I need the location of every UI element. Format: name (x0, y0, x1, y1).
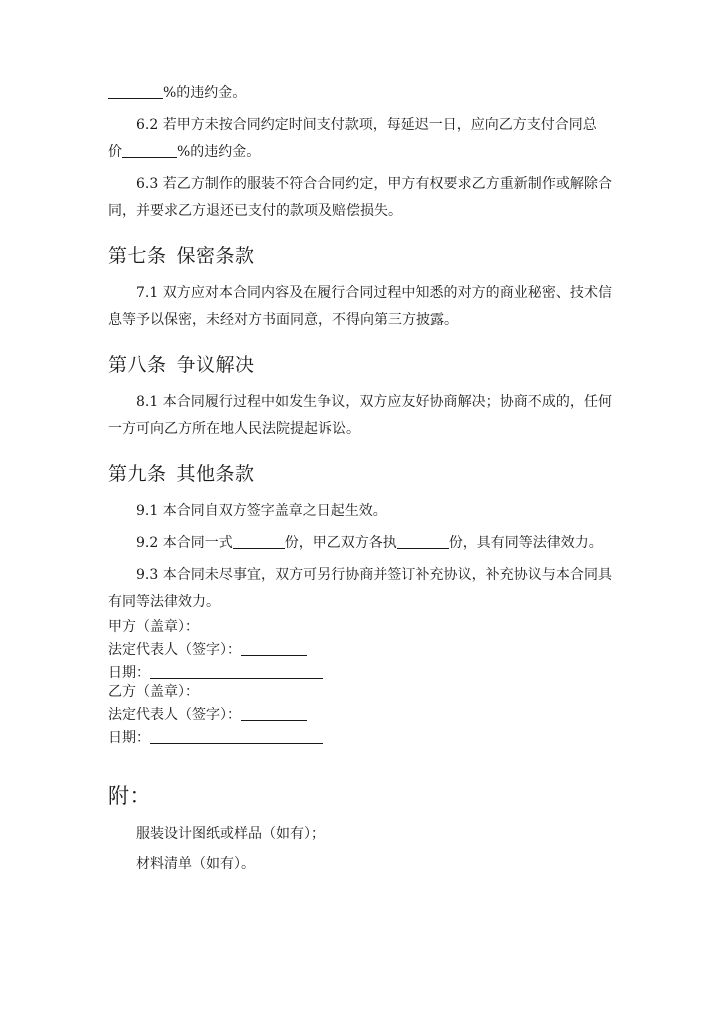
clause-9-3: 9.3 本合同未尽事宜，双方可另行协商并签订补充协议，补充协议与本合同具有同等法律效力。 (108, 567, 612, 610)
clause-6-1-continuation: %的违约金。 (108, 80, 612, 107)
clause-8-1: 8.1 本合同履行过程中如发生争议，双方应友好协商解决；协商不成的，任何一方可向乙方所在地人民法院提起诉讼。 (108, 394, 612, 437)
clause-9-1: 9.1 本合同自双方签字盖章之日起生效。 (136, 503, 387, 519)
signature-block (108, 618, 612, 748)
section-heading-7: 第七条 保密条款 (108, 245, 255, 267)
appendix-item: 材料清单（如有）。 (136, 856, 255, 872)
party-b-representative: 法定代表人（签字）： (108, 702, 612, 725)
party-a-representative: 法定代表人（签字）： (108, 637, 612, 660)
party-a-date: 日期： (108, 660, 612, 683)
late-payment-rate-blank (122, 141, 177, 158)
clause-9-2: 9.2 本合同一式 份，甲乙双方各执 份，具有同等法律效力。 (108, 530, 612, 557)
section-heading-8: 第八条 争议解决 (108, 354, 255, 376)
party-b-date-line (150, 727, 323, 744)
appendix-list (108, 821, 612, 878)
appendix-item: 服装设计图纸或样品（如有）； (136, 826, 325, 842)
party-a-date-line (150, 662, 323, 679)
party-b-seal: 乙方（盖章）： (108, 684, 199, 700)
clause-6-2: 6.2 若甲方未按合同约定时间支付款项，每延迟一日，应向乙方支付合同总 价 %的违约金。 (108, 117, 597, 160)
clause-6-3: 6.3 若乙方制作的服装不符合合同约定，甲方有权要求乙方重新制作或解除合同，并要求乙方退还已支付的款项及赔偿损失。 (108, 176, 612, 219)
section-heading-9: 第九条 其他条款 (108, 463, 255, 485)
appendix-heading: 附： (108, 784, 151, 808)
copies-each-blank (397, 532, 449, 549)
penalty-rate-blank (108, 82, 163, 99)
party-a-signature-line (241, 639, 307, 656)
copies-total-blank (233, 532, 285, 549)
party-b-date: 日期： (108, 725, 612, 748)
party-b-signature-line (241, 704, 307, 721)
clause-7-1: 7.1 双方应对本合同内容及在履行合同过程中知悉的对方的商业秘密、技术信息等予以保密，未经对方书面同意，不得向第三方披露。 (108, 285, 612, 328)
party-a-seal: 甲方（盖章）： (108, 619, 199, 635)
contract-page (108, 80, 612, 878)
